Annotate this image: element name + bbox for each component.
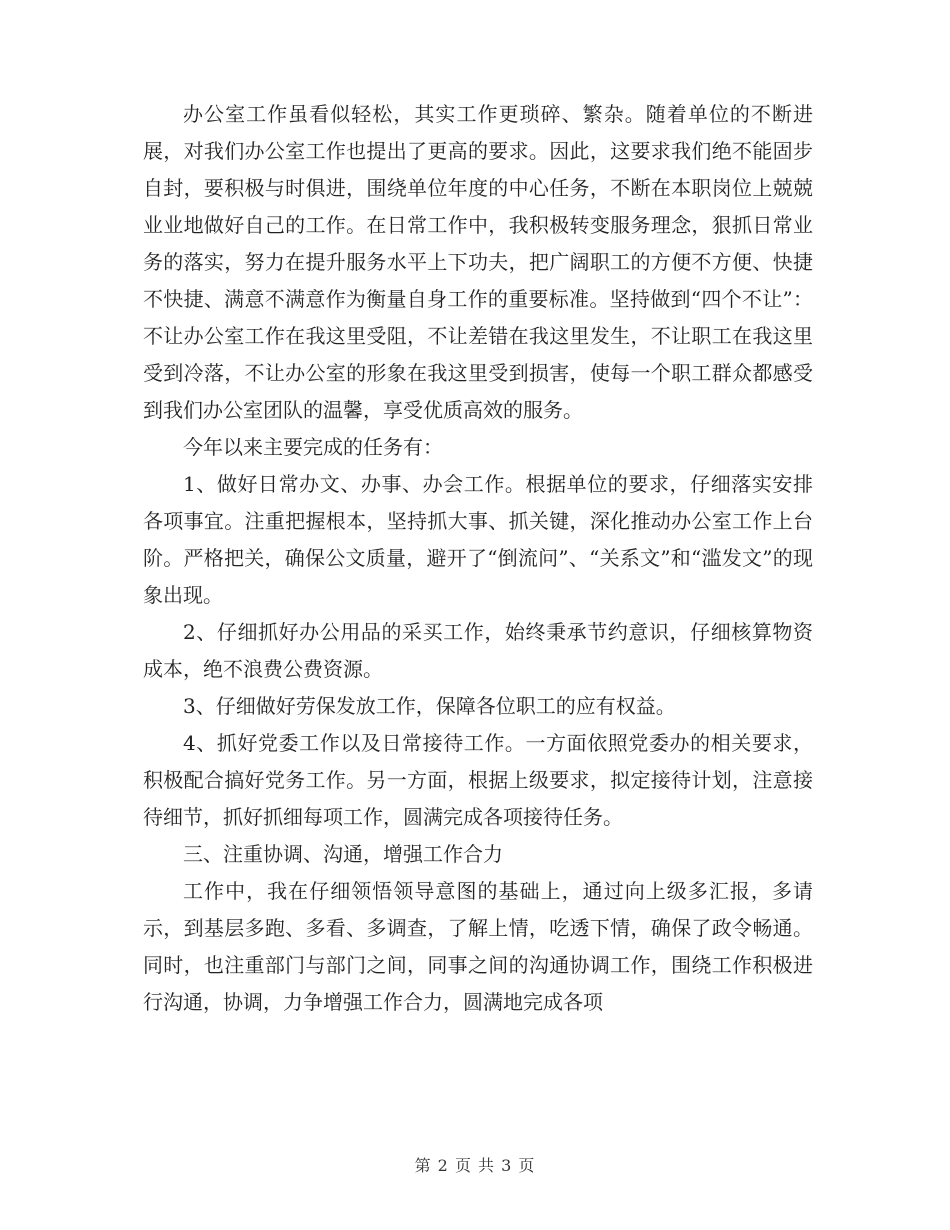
document-body [143,96,813,1021]
paragraph-tasks-intro: 今年以来主要完成的任务有： [183,435,443,459]
section-heading-coordination: 三、注重协调、沟通，增强工作合力 [183,842,503,866]
paragraph-task-4: 4、抓好党委工作以及日常接待工作。一方面依照党委办的相关要求，积极配合搞好党务工作。另一方面，根据上级要求，拟定接待计划，注意接待细节，抓好抓细每项工作，圆满完成各项接待任务。 [143,731,813,829]
paragraph-task-1: 1、做好日常办文、办事、办会工作。根据单位的要求，仔细落实安排各项事宜。注重把握根本，坚持抓大事、抓关键，深化推动办公室工作上台阶。严格把关，确保公文质量，避开了“倒流问”、“关系文”和“滥发文”的现象出现。 [143,472,813,607]
paragraph-task-2: 2、仔细抓好办公用品的采买工作，始终秉承节约意识，仔细核算物资成本，绝不浪费公费资源。 [143,620,813,681]
paragraph-task-3: 3、仔细做好劳保发放工作，保障各位职工的应有权益。 [183,694,676,718]
paragraph-office-work: 办公室工作虽看似轻松，其实工作更琐碎、繁杂。随着单位的不断进展，对我们办公室工作也提出了更高的要求。因此，这要求我们绝不能固步自封，要积极与时俱进，围绕单位年度的中心任务，不断在本职岗位上兢兢业业地做好自己的工作。在日常工作中，我积极转变服务理念，狠抓日常业务的落实，努力在提升服务水平上下功夫，把广阔职工的方便不方便、快捷不快捷、满意不满意作为衡量自身工作的重要标准。坚持做到“四个不让”：不让办公室工作在我这里受阻，不让差错在我这里发生，不让职工在我这里受到冷落，不让办公室的形象在我这里受到损害，使每一个职工群众都感受到我们办公室团队的温馨，享受优质高效的服务。 [143,102,813,422]
page-number-footer: 第 2 页 共 3 页 [414,1156,536,1175]
paragraph-coordination: 工作中，我在仔细领悟领导意图的基础上，通过向上级多汇报，多请示，到基层多跑、多看、多调查，了解上情，吃透下情，确保了政令畅通。同时，也注重部门与部门之间，同事之间的沟通协调工作，围绕工作积极进行沟通，协调，力争增强工作合力，圆满地完成各项 [143,879,813,1014]
